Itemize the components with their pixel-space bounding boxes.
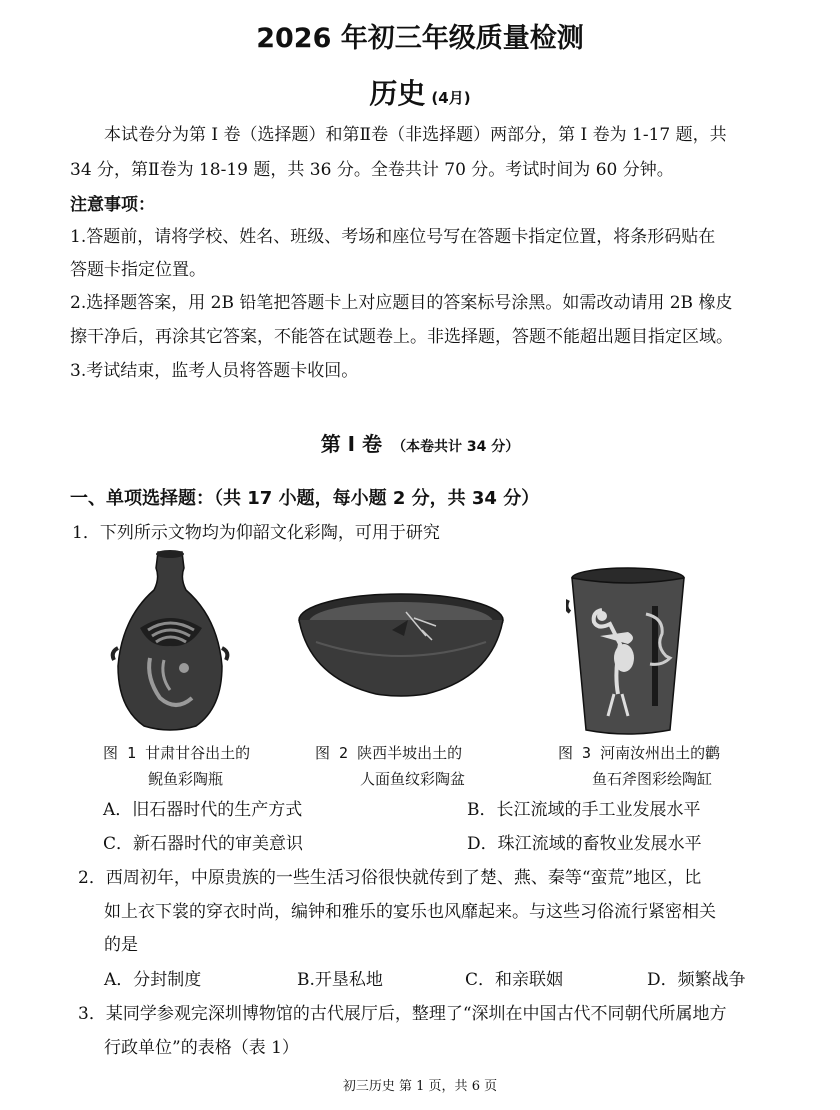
notice-item-2-line-1: 2.选择题答案，用 2B 铅笔把答题卡上对应题目的答案标号涂黑。如需改动请用 2B 橡皮 xyxy=(70,293,733,313)
question-2-option-a: A．分封制度 xyxy=(104,970,202,990)
notice-heading: 注意事项： xyxy=(70,195,155,215)
question-1-option-d: D．珠江流域的畜牧业发展水平 xyxy=(467,834,702,854)
question-1-stem: 1．下列所示文物均为仰韶文化彩陶，可用于研究 xyxy=(72,523,440,543)
question-2-line-1: 2．西周初年，中原贵族的一些生活习俗很快就传到了楚、燕、秦等“蛮荒”地区，比 xyxy=(78,868,702,888)
figure-3-jar-image xyxy=(566,566,690,738)
section-score-note: （本卷共计 34 分） xyxy=(392,439,520,455)
question-3-line-1: 3．某同学参观完深圳博物馆的古代展厅后，整理了“深圳在中国古代不同朝代所属地方 xyxy=(78,1004,727,1024)
section-title xyxy=(0,428,840,457)
intro-line-1: 本试卷分为第 I 卷（选择题）和第Ⅱ卷（非选择题）两部分，第 I 卷为 1-17 题，共 xyxy=(104,125,727,145)
figure-3-caption-line-2: 鱼石斧图彩绘陶缸 xyxy=(592,770,713,788)
question-1-option-a: A．旧石器时代的生产方式 xyxy=(103,800,303,820)
question-2-option-d: D．频繁战争 xyxy=(647,970,746,990)
question-3-line-2: 行政单位”的表格（表 1） xyxy=(104,1038,299,1058)
page-footer: 初三历史 第 1 页，共 6 页 xyxy=(342,1079,498,1094)
figure-2-basin-image xyxy=(296,590,506,700)
figure-1-caption-line-2: 鲵鱼彩陶瓶 xyxy=(148,770,224,788)
question-2-option-c: C．和亲联姻 xyxy=(465,970,564,990)
notice-item-1-line-1: 1.答题前，请将学校、姓名、班级、考场和座位号写在答题卡指定位置，将条形码贴在 xyxy=(70,227,716,247)
figure-1-caption-line-1: 图 1 甘肃甘谷出土的 xyxy=(103,744,251,762)
subject-name: 历史 xyxy=(369,77,426,110)
exam-month: (4月) xyxy=(431,89,471,107)
question-1-option-b: B．长江流域的手工业发展水平 xyxy=(467,800,701,820)
question-1-option-c: C．新石器时代的审美意识 xyxy=(103,834,304,854)
figure-2-caption-line-1: 图 2 陕西半坡出土的 xyxy=(315,744,463,762)
question-2-line-2: 如上衣下裳的穿衣时尚，编钟和雅乐的宴乐也风靡起来。与这些习俗流行紧密相关 xyxy=(104,902,716,922)
question-2-line-3: 的是 xyxy=(104,935,138,955)
subject-heading xyxy=(0,72,840,112)
part-heading: 一、单项选择题：（共 17 小题，每小题 2 分，共 34 分） xyxy=(70,488,540,509)
intro-line-2: 34 分，第Ⅱ卷为 18-19 题，共 36 分。全卷共计 70 分。考试时间为 60 分钟。 xyxy=(70,160,674,180)
page-title: 2026 年初三年级质量检测 xyxy=(256,23,584,54)
notice-item-1-line-2: 答题卡指定位置。 xyxy=(70,260,206,280)
figure-2-caption-line-2: 人面鱼纹彩陶盆 xyxy=(360,770,466,788)
notice-item-3: 3.考试结束，监考人员将答题卡收回。 xyxy=(70,361,359,381)
figure-1-bottle-image xyxy=(110,548,230,732)
notice-item-2-line-2: 擦干净后，再涂其它答案，不能答在试题卷上。非选择题，答题不能超出题目指定区域。 xyxy=(70,327,733,347)
question-2-option-b: B.开垦私地 xyxy=(297,970,383,990)
section-name: 第 I 卷 xyxy=(320,432,383,456)
figure-3-caption-line-1: 图 3 河南汝州出土的鹳 xyxy=(558,744,721,762)
